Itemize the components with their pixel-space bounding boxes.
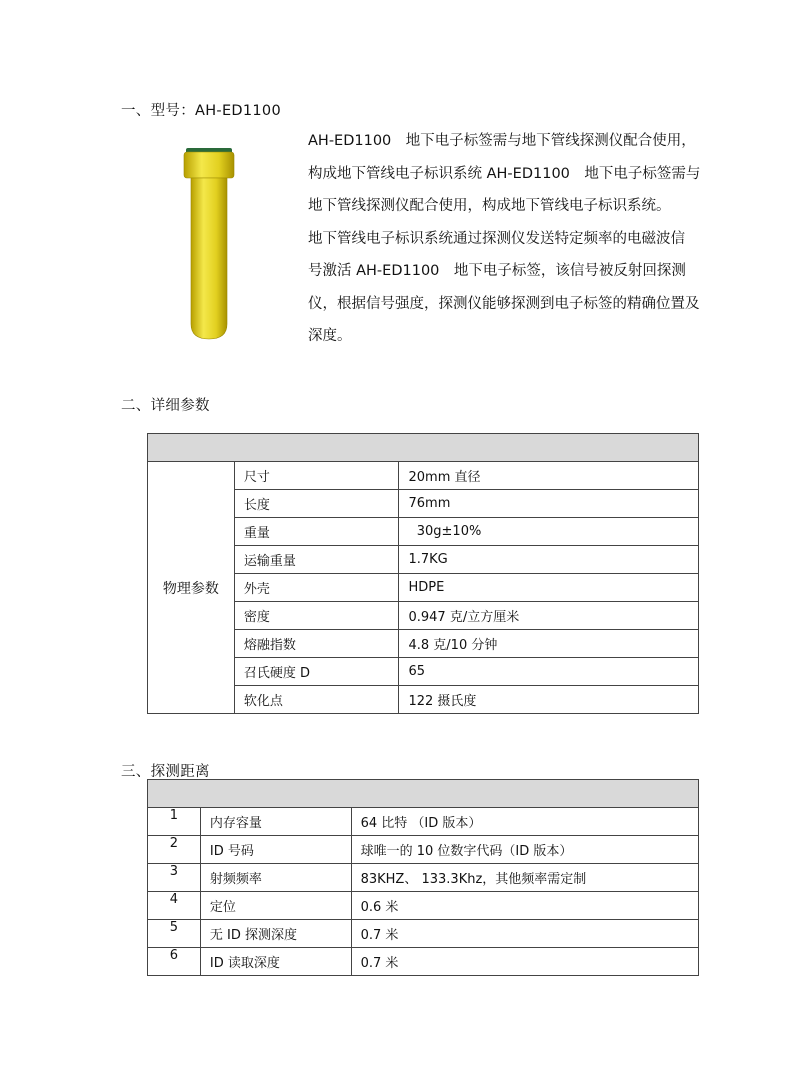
spec-name: ID 号码 bbox=[200, 836, 351, 864]
spec-name: 无 ID 探测深度 bbox=[200, 920, 351, 948]
param-value: 30g±10% bbox=[399, 518, 699, 546]
spec-value: 83KHZ、 133.3Khz，其他频率需定制 bbox=[351, 864, 698, 892]
param-name: 重量 bbox=[234, 518, 399, 546]
param-name: 召氏硬度 D bbox=[234, 658, 399, 686]
row-number: 5 bbox=[148, 920, 201, 948]
detection-header-row bbox=[148, 780, 699, 808]
row-number: 4 bbox=[148, 892, 201, 920]
table-row bbox=[148, 948, 699, 976]
spec-value: 64 比特 （ID 版本） bbox=[351, 808, 698, 836]
row-number: 2 bbox=[148, 836, 201, 864]
param-value: 20mm 直径 bbox=[399, 462, 699, 490]
spec-name: 定位 bbox=[200, 892, 351, 920]
param-name: 运输重量 bbox=[234, 546, 399, 574]
table-row bbox=[148, 836, 699, 864]
detection-table bbox=[147, 779, 699, 976]
table-row bbox=[148, 808, 699, 836]
section3-title: 三、探测距离 bbox=[121, 764, 210, 780]
product-image bbox=[178, 148, 240, 340]
param-value: HDPE bbox=[399, 574, 699, 602]
table-row bbox=[148, 462, 699, 490]
param-value: 1.7KG bbox=[399, 546, 699, 574]
params-header-row bbox=[148, 434, 699, 462]
intro-paragraph-1: AH-ED1100 地下电子标签需与地下管线探测仪配合使用，构成地下管线电子标识系统 AH-ED1100 地下电子标签需与地下管线探测仪配合使用，构成地下管线电子标识系统。 bbox=[308, 133, 701, 214]
table-row bbox=[148, 892, 699, 920]
spec-name: ID 读取深度 bbox=[200, 948, 351, 976]
param-name: 尺寸 bbox=[234, 462, 399, 490]
spec-value: 0.7 米 bbox=[351, 920, 698, 948]
row-number: 1 bbox=[148, 808, 201, 836]
param-value: 76mm bbox=[399, 490, 699, 518]
row-number: 3 bbox=[148, 864, 201, 892]
spec-value: 球唯一的 10 位数字代码（ID 版本） bbox=[351, 836, 698, 864]
spec-name: 射频频率 bbox=[200, 864, 351, 892]
param-name: 长度 bbox=[234, 490, 399, 518]
spec-name: 内存容量 bbox=[200, 808, 351, 836]
intro-text bbox=[308, 125, 703, 353]
spec-value: 0.7 米 bbox=[351, 948, 698, 976]
param-name: 熔融指数 bbox=[234, 630, 399, 658]
section2-title: 二、详细参数 bbox=[121, 398, 210, 414]
intro-paragraph-2: 地下管线电子标识系统通过探测仪发送特定频率的电磁波信 号激活 AH-ED1100 地下电子标签，该信号被反射回探测 仪，根据信号强度，探测仪能够探测到电子标签的精确位置及深度。 bbox=[308, 230, 700, 344]
param-value: 4.8 克/10 分钟 bbox=[399, 630, 699, 658]
param-value: 65 bbox=[399, 658, 699, 686]
params-table bbox=[147, 433, 699, 714]
spec-value: 0.6 米 bbox=[351, 892, 698, 920]
table-row bbox=[148, 920, 699, 948]
param-value: 122 摄氏度 bbox=[399, 686, 699, 714]
row-number: 6 bbox=[148, 948, 201, 976]
param-value: 0.947 克/立方厘米 bbox=[399, 602, 699, 630]
section1-title: 一、型号：AH-ED1100 bbox=[121, 103, 281, 119]
param-name: 外壳 bbox=[234, 574, 399, 602]
param-name: 密度 bbox=[234, 602, 399, 630]
param-name: 软化点 bbox=[234, 686, 399, 714]
params-category: 物理参数 bbox=[148, 462, 235, 714]
table-row bbox=[148, 864, 699, 892]
